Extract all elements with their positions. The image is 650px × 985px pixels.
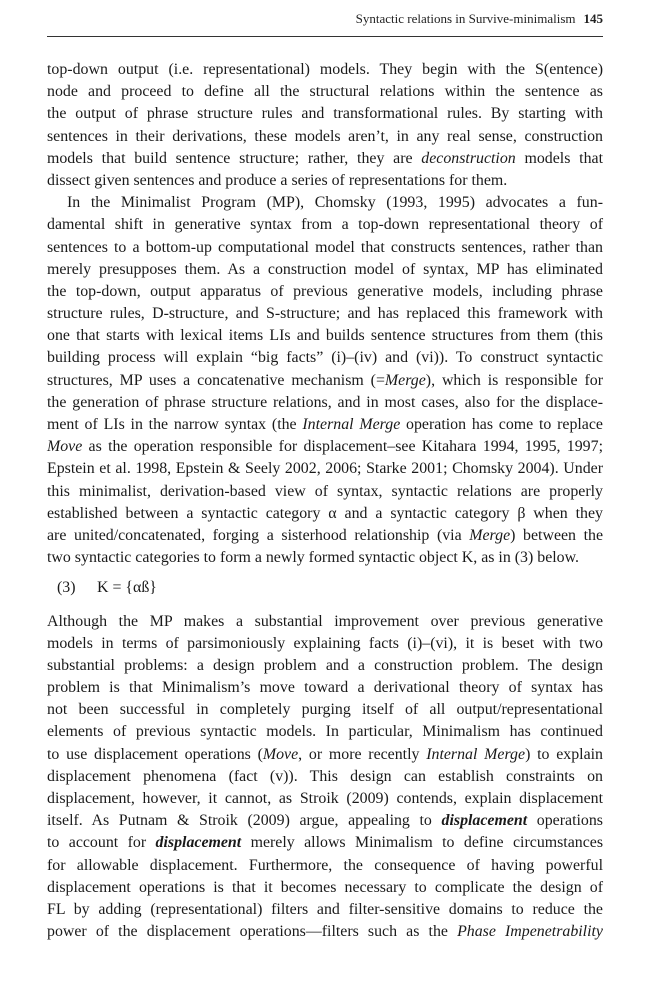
text-line: structures, MP uses a concatenative mechanism (=Merge), which is responsible for (47, 371, 603, 389)
emphasis: Merge (469, 526, 511, 544)
text-line: substantial problems: a design problem and a construction problem. The design (47, 656, 603, 674)
text-line: to use displacement operations (Move, or more recently Internal Merge) to explain (47, 745, 603, 763)
example-number: (3) (57, 579, 76, 597)
text-line: two syntactic categories to form a newly formed syntactic object K, as in (3) below. (47, 549, 580, 567)
text-line: building process will explain “big facts” (i)–(iv) and (vi)). To construct syntactic (47, 349, 603, 367)
text-line: structure rules, D-structure, and S-structure; and has replaced this framework with (47, 305, 603, 323)
text-line: node and proceed to define all the structural relations within the sentence as (47, 83, 603, 101)
text-line: the generation of phrase structure relations, and in most cases, also for the displace- (47, 393, 603, 411)
text-line: problem is that Minimalism’s move toward a derivational theory of syntax has (47, 679, 603, 697)
paragraph-2 (47, 192, 603, 569)
text-line: to account for displacement merely allows Minimalism to define circumstances (47, 834, 604, 852)
text-line: power of the displacement operations—filters such as the Phase Impenetrability (47, 923, 603, 941)
text-line: for allowable displacement. Furthermore, the consequence of having powerful (47, 856, 603, 874)
text-line: In the Minimalist Program (MP), Chomsky (1993, 1995) advocates a fun- (67, 194, 603, 212)
emphasis: Merge (384, 371, 426, 389)
text-line: the top-down, output apparatus of previous generative models, including phrase (47, 282, 603, 300)
paragraph-1 (47, 59, 603, 192)
text-line: displacement phenomena (fact (v)). This design can establish constraints on (47, 767, 603, 785)
text-line: displacement, however, it cannot, as Stroik (2009) contends, explain displacement (47, 790, 603, 807)
emphasis: Internal Merge (302, 416, 401, 433)
text-line: FL by adding (representational) filters and filter-sensitive domains to reduce the (47, 900, 603, 918)
text-line: this minimalist, derivation-based view of syntax, syntactic relations are properly (47, 482, 603, 500)
emphasis: displacement (441, 812, 528, 830)
text-line: are united/concatenated, forging a sisterhood relationship (via Merge) between the (47, 526, 604, 544)
emphasis: Phase Impenetrability (457, 923, 603, 941)
text-line: models in terms of parsimoniously explaining facts (i)–(vi), it is beset with two (47, 634, 603, 652)
text-line: sentences in their derivations, these models aren’t, in any real sense, construction (47, 127, 603, 145)
text-line: sentences to a bottom-up computational model that constructs sentences, rather than (47, 238, 603, 256)
text-line: one that starts with lexical items LIs and builds sentence structures from them (this (47, 327, 603, 345)
text-line: Epstein et al. 1998, Epstein & Seely 2002, 2006; Starke 2001; Chomsky 2004). Under (47, 460, 603, 478)
header-rule (47, 36, 603, 37)
emphasis: Move (47, 438, 83, 456)
text-line: dissect given sentences and produce a series of representations for them. (47, 171, 508, 189)
text-line: Move as the operation responsible for displacement–see Kitahara 1994, 1995, 1997; (47, 438, 603, 456)
body-text (47, 59, 603, 943)
text-line: ment of LIs in the narrow syntax (the Internal Merge operation has come to replace (47, 416, 603, 433)
text-line: elements of previous syntactic models. In particular, Minimalism has continued (47, 723, 603, 741)
page-number: 145 (583, 11, 603, 26)
text-line: the output of phrase structure rules and transformational rules. By starting with (47, 105, 603, 123)
example-formula: K = {αß} (97, 579, 157, 597)
running-head (47, 10, 603, 28)
text-line: top-down output (i.e. representational) models. They begin with the S(entence) (47, 61, 603, 78)
paragraph-3 (47, 611, 603, 944)
text-line: merely presupposes them. As a construction model of syntax, MP has eliminated (47, 260, 603, 278)
emphasis: displacement (155, 834, 242, 852)
emphasis: deconstruction (421, 149, 516, 167)
text-line: established between a syntactic category α and a syntactic category β when they (47, 504, 603, 522)
text-line: damental shift in generative syntax from a top-down representational theory of (47, 216, 603, 234)
text-line: Although the MP makes a substantial improvement over previous generative (47, 612, 603, 630)
text-line: displacement operations is that it becomes necessary to complicate the design of (47, 878, 603, 896)
running-title: Syntactic relations in Survive-minimalism (355, 11, 576, 26)
text-line: itself. As Putnam & Stroik (2009) argue, appealing to displacement operations (47, 812, 603, 830)
text-line: models that build sentence structure; rather, they are deconstruction models that (47, 149, 603, 167)
emphasis: Move (262, 745, 299, 763)
example-3 (57, 577, 603, 599)
emphasis: Internal Merge (426, 745, 526, 763)
text-line: not been successful in completely purging itself of all output/representational (47, 701, 603, 719)
